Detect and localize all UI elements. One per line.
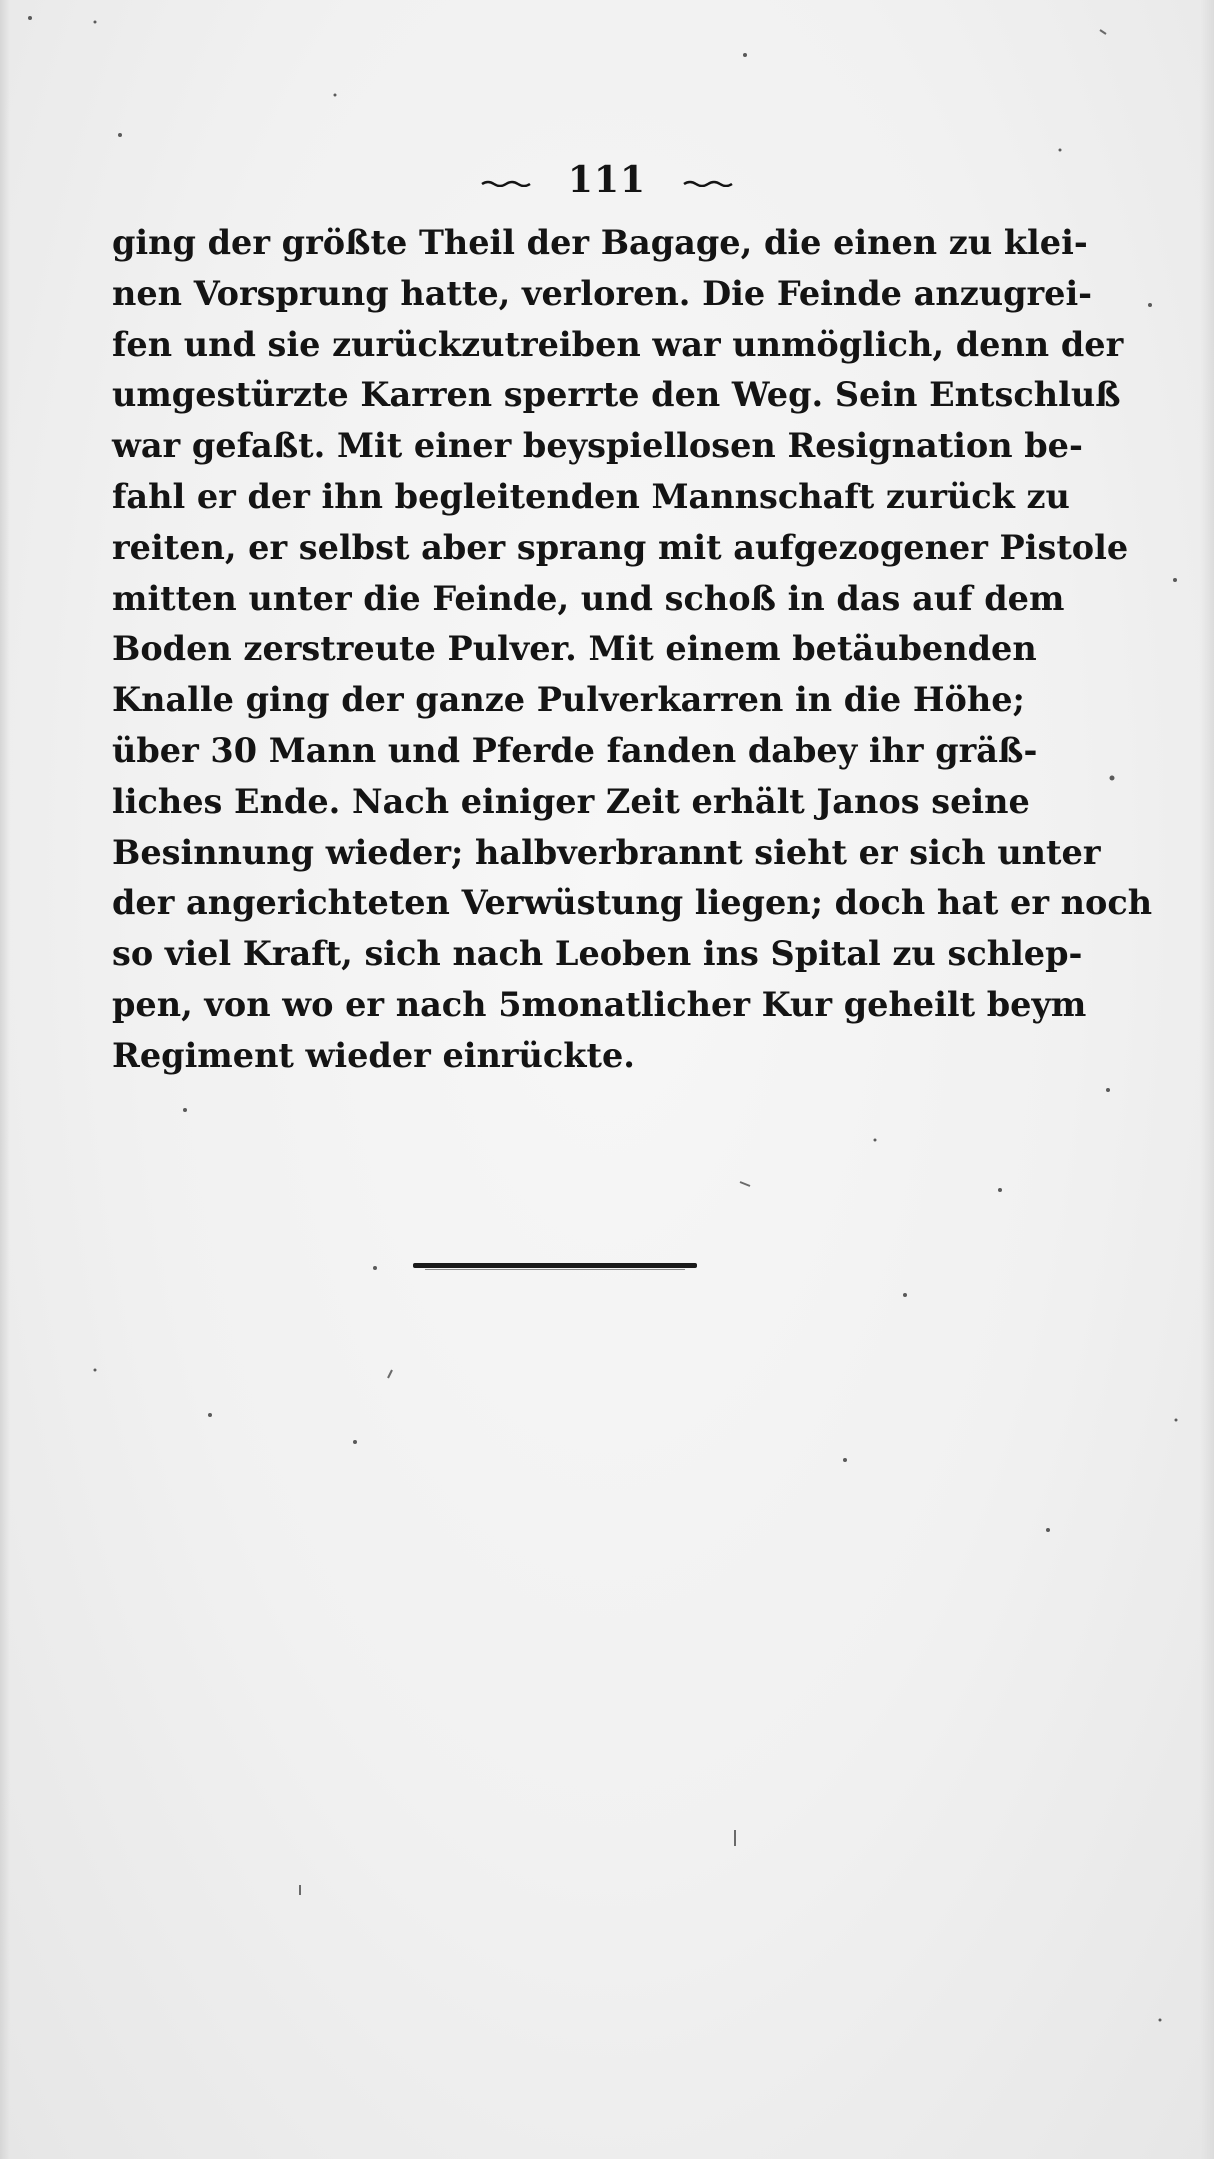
header-ornament-left <box>480 179 532 187</box>
text-line: fahl er der ihn begleitenden Mannschaft zurück zu <box>112 476 1070 516</box>
text-line: war gefaßt. Mit einer beyspiellosen Resignation be- <box>112 426 1083 466</box>
text-line: Boden zerstreute Pulver. Mit einem betäubenden <box>112 629 1037 669</box>
text-line: der angerichteten Verwüstung liegen; doch hat er noch <box>112 883 1153 923</box>
body-text <box>112 218 1153 1082</box>
section-end-rule <box>413 1263 697 1268</box>
page-header <box>0 160 1214 200</box>
text-line: fen und sie zurückzutreiben war unmöglich, denn der <box>112 324 1124 364</box>
text-line: liches Ende. Nach einiger Zeit erhält Janos seine <box>112 781 1030 821</box>
page-number: 111 <box>567 159 647 201</box>
text-line: mitten unter die Feinde, und schoß in das auf dem <box>112 578 1065 618</box>
text-line: pen, von wo er nach 5monatlicher Kur geheilt beym <box>112 984 1087 1024</box>
text-line: umgestürzte Karren sperrte den Weg. Sein Entschluß <box>112 375 1121 415</box>
text-line: über 30 Mann und Pferde fanden dabey ihr gräß- <box>112 730 1038 770</box>
text-line: ging der größte Theil der Bagage, die einen zu klei- <box>112 223 1088 262</box>
header-ornament-right <box>682 179 734 187</box>
text-line: nen Vorsprung hatte, verloren. Die Feinde anzugrei- <box>112 273 1093 313</box>
text-line: Besinnung wieder; halbverbrannt sieht er sich unter <box>112 832 1101 872</box>
text-line: so viel Kraft, sich nach Leoben ins Spital zu schlep- <box>112 934 1083 974</box>
text-line: reiten, er selbst aber sprang mit aufgezogener Pistole <box>112 527 1129 567</box>
text-line-last: Regiment wieder einrückte. <box>112 1035 635 1075</box>
text-line: Knalle ging der ganze Pulverkarren in die Höhe; <box>112 680 1025 720</box>
